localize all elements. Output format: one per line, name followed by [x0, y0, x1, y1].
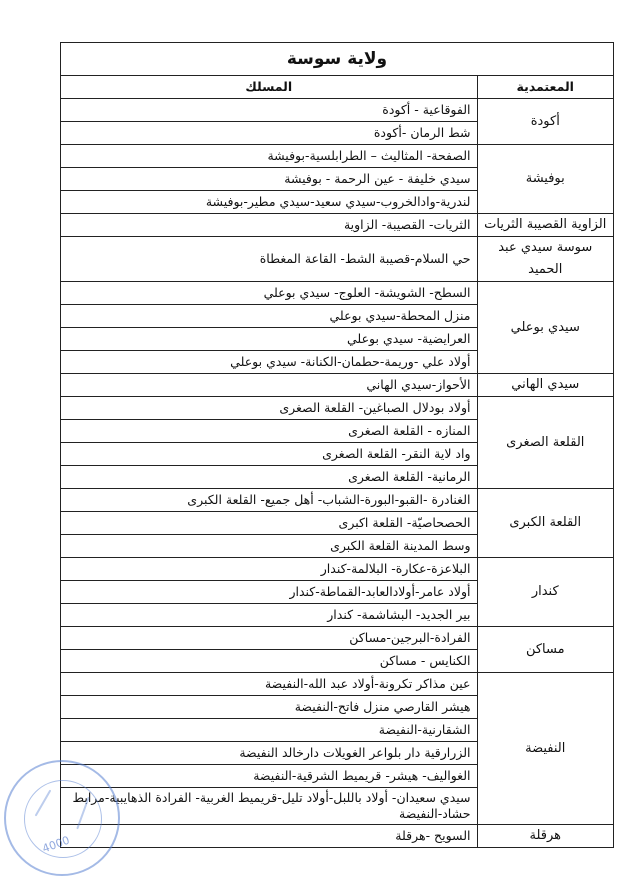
- route-cell: بير الجديد- البشاشمة- كندار: [61, 604, 477, 627]
- route-cell: الفرادة-البرجين-مساكن: [61, 627, 477, 650]
- route-cell: الأحواز-سيدي الهاني: [61, 374, 477, 397]
- table-row: [61, 145, 613, 168]
- delegation-cell: سيدي بوعلي: [477, 282, 613, 374]
- route-cell: الزرارقية دار بلواعر الغويلات دارخالد النفيضة: [61, 742, 477, 765]
- route-cell: السويح -هرقلة: [61, 825, 477, 848]
- delegation-cell: سيدي الهاني: [477, 374, 613, 397]
- delegation-cell: النفيضة: [477, 673, 613, 825]
- table-row: [61, 627, 613, 650]
- route-cell: هيشر القارصي منزل فاتح-النفيضة: [61, 696, 477, 719]
- route-cell: سيدي خليفة - عين الرحمة - بوفيشة: [61, 168, 477, 191]
- delegation-cell: مساكن: [477, 627, 613, 673]
- route-cell: منزل المحطة-سيدي بوعلي: [61, 305, 477, 328]
- table-row: [61, 558, 613, 581]
- route-cell: الغواليف- هيشر- قريميط الشرقية-النفيضة: [61, 765, 477, 788]
- route-cell: الصفحة- المثاليث – الطرابلسية-بوفيشة: [61, 145, 477, 168]
- table-row: [61, 489, 613, 512]
- delegation-cell: سوسة سيدي عبد الحميد: [477, 237, 613, 282]
- route-cell: الحصحاصيّة- القلعة اكبرى: [61, 512, 477, 535]
- route-cell: الشقارنية-النفيضة: [61, 719, 477, 742]
- table-row: [61, 374, 613, 397]
- route-cell: أولاد علي -وريمة-حطمان-الكنانة- سيدي بوعلي: [61, 351, 477, 374]
- table-body: [61, 99, 613, 848]
- route-cell: الرمانية- القلعة الصغرى: [61, 466, 477, 489]
- table-row: [61, 214, 613, 237]
- route-cell: الثريات- القصيبة- الزاوية: [61, 214, 477, 237]
- official-stamp: [4, 760, 120, 876]
- route-cell: الفوقاعية - أكودة: [61, 99, 477, 122]
- table-header-row: [61, 76, 613, 99]
- delegation-header: المعتمدية: [477, 76, 613, 99]
- page-title: ولاية سوسة: [61, 43, 613, 76]
- table-row: [61, 397, 613, 420]
- table-row: [61, 99, 613, 122]
- delegation-cell: القلعة الصغرى: [477, 397, 613, 489]
- table-row: [61, 282, 613, 305]
- table-row: [61, 673, 613, 696]
- route-cell: واد لاية النقر- القلعة الصغرى: [61, 443, 477, 466]
- route-cell: المنازه - القلعة الصغرى: [61, 420, 477, 443]
- route-cell: عين مذاكر تكرونة-أولاد عبد الله-النفيضة: [61, 673, 477, 696]
- route-cell: أولاد بودلال الصباغين- القلعة الصغرى: [61, 397, 477, 420]
- route-cell: البلاعزة-عكارة- البلالمة-كندار: [61, 558, 477, 581]
- route-cell: لندرية-وادالخروب-سيدي سعيد-سيدي مطير-بوفيشة: [61, 191, 477, 214]
- routes-table: [61, 76, 613, 847]
- route-cell: حي السلام-قصيبة الشط- القاعة المغطاة: [61, 237, 477, 282]
- delegation-cell: بوفيشة: [477, 145, 613, 214]
- table-row: [61, 825, 613, 848]
- route-cell: الكنايس - مساكن: [61, 650, 477, 673]
- route-cell: سيدي سعيدان- أولاد باللبل-أولاد تليل-قريميط الغربية- الفرادة الذهايبية-مرابط حشاد-النفيضة: [61, 788, 477, 825]
- route-cell: أولاد عامر-أولادالعابد-القماطة-كندار: [61, 581, 477, 604]
- delegation-cell: القلعة الكبرى: [477, 489, 613, 558]
- route-cell: العرايضية- سيدي بوعلي: [61, 328, 477, 351]
- delegation-cell: كندار: [477, 558, 613, 627]
- route-cell: شط الرمان -أكودة: [61, 122, 477, 145]
- stamp-number: 4000: [40, 833, 72, 856]
- route-cell: السطح- الشويشة- العلوج- سيدي بوعلي: [61, 282, 477, 305]
- delegation-cell: أكودة: [477, 99, 613, 145]
- delegation-cell: الزاوية القصيبة الثريات: [477, 214, 613, 237]
- table-row: [61, 237, 613, 282]
- delegation-cell: هرقلة: [477, 825, 613, 848]
- route-cell: الغنادرة -القبو-البورة-الشباب- أهل جميع- القلعة الكبرى: [61, 489, 477, 512]
- document-table-frame: [60, 42, 614, 848]
- route-cell: وسط المدينة القلعة الكبرى: [61, 535, 477, 558]
- route-header: المسلك: [61, 76, 477, 99]
